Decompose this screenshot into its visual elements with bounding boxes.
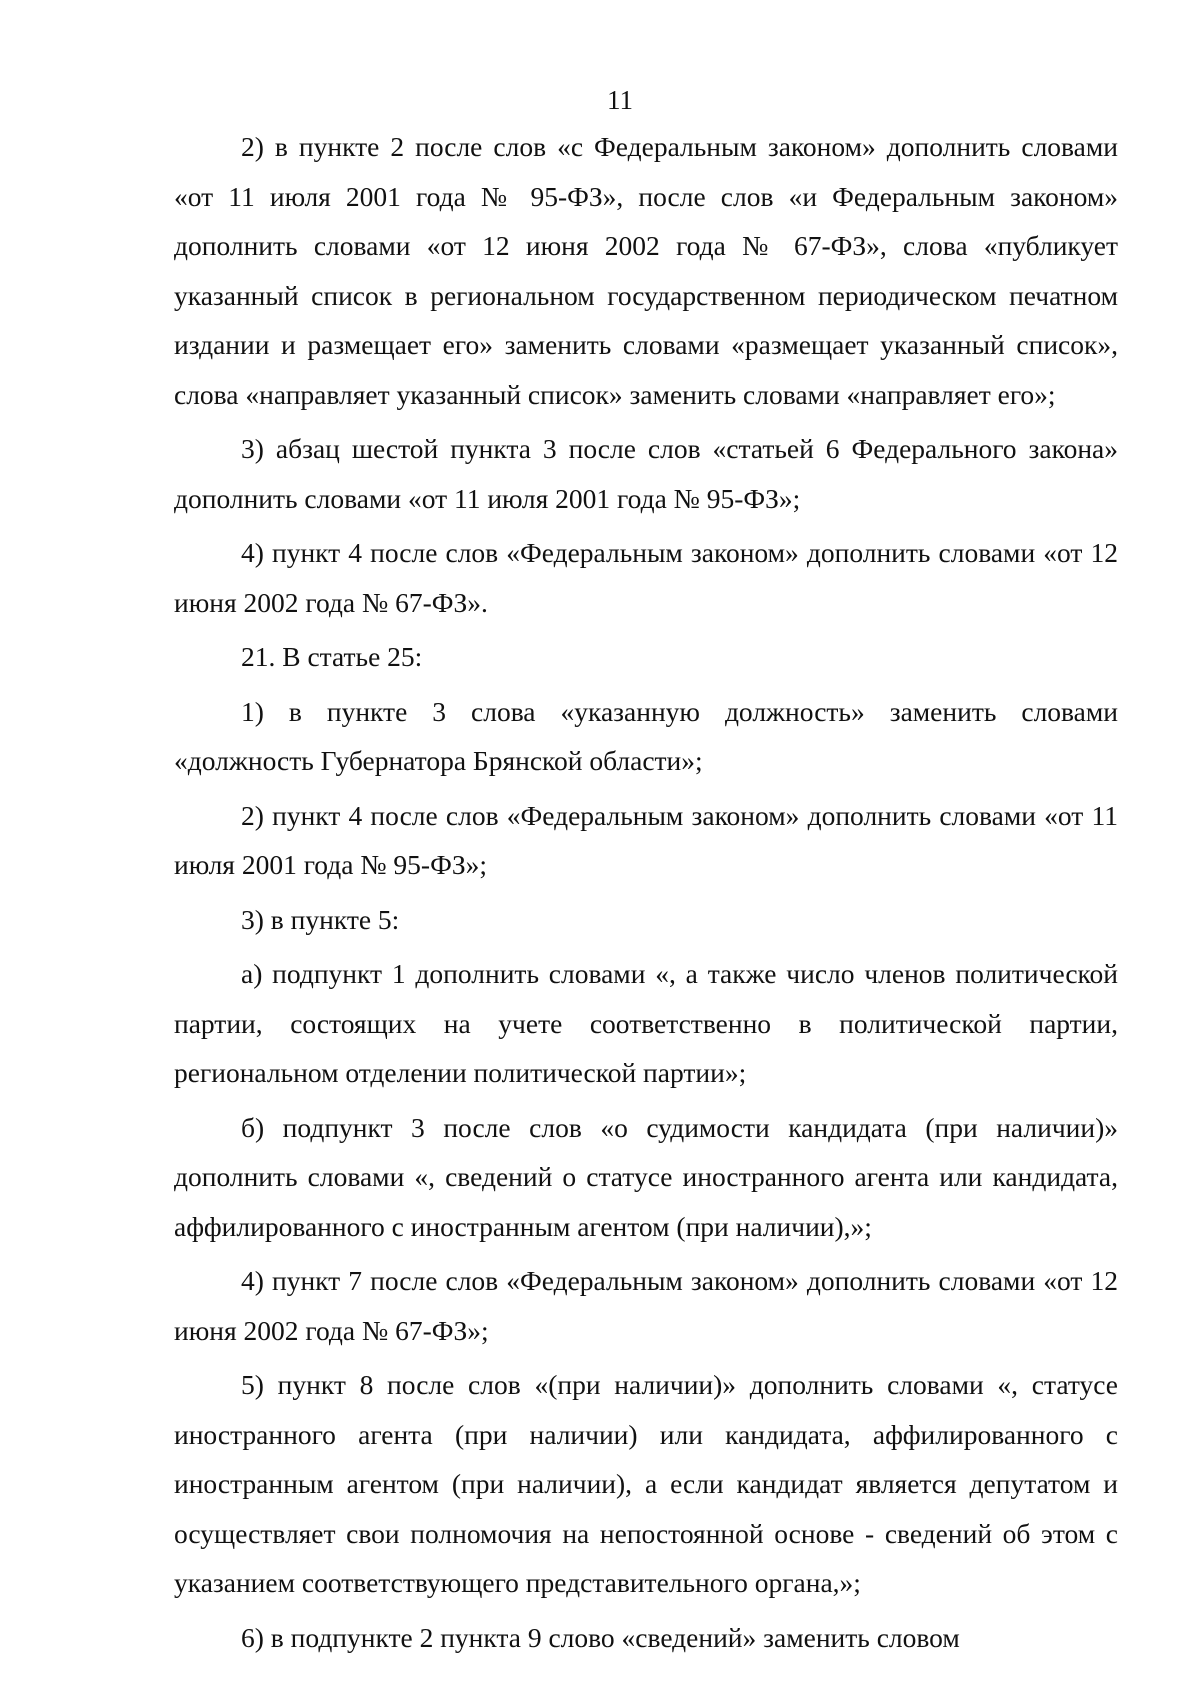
paragraph-article-25-item-6: 6) в подпункте 2 пункта 9 слово «сведений» заменить словом	[241, 1621, 960, 1653]
paragraph-subitem-b: б) подпункт 3 после слов «о судимости кандидата (при наличии)» дополнить словами «, сведений о статусе иностранного агента или кандидата, аффилированного с иностранным агентом (при наличии),»;	[174, 1111, 1118, 1242]
document-body	[174, 122, 1118, 1667]
paragraph-amendment-4: 4) пункт 4 после слов «Федеральным законом» дополнить словами «от 12 июня 2002 года № 67-ФЗ».	[174, 537, 1118, 618]
paragraph-amendment-2: 2) в пункте 2 после слов «с Федеральным законом» дополнить словами «от 11 июля 2001 года № 95-ФЗ», после слов «и Федеральным законом» дополнить словами «от 12 июня 2002 года № 67-ФЗ», слова «публикует указанный список в региональном государственном периодическом печатном издании и размещает его» заменить словами «размещает указанный список», слова «направляет указанный список» заменить словами «направляет его»;	[174, 131, 1118, 410]
page-number: 11	[607, 85, 633, 115]
paragraph-article-25-item-4: 4) пункт 7 после слов «Федеральным законом» дополнить словами «от 12 июня 2002 года № 67-ФЗ»;	[174, 1265, 1118, 1346]
paragraph-article-25-item-2: 2) пункт 4 после слов «Федеральным законом» дополнить словами «от 11 июля 2001 года № 95-ФЗ»;	[174, 799, 1118, 880]
paragraph-subitem-a: а) подпункт 1 дополнить словами «, а также число членов политической партии, состоящих на учете соответственно в политической партии, региональном отделении политической партии»;	[174, 958, 1118, 1088]
paragraph-article-25-item-5: 5) пункт 8 после слов «(при наличии)» дополнить словами «, статусе иностранного агента (при наличии) или кандидата, аффилированного с иностранным агентом (при наличии), а если кандидат является депутатом и осуществляет свои полномочия на непостоянной основе - сведений об этом с указанием соответствующего представительного органа,»;	[174, 1369, 1118, 1598]
paragraph-amendment-3: 3) абзац шестой пункта 3 после слов «статьей 6 Федерального закона» дополнить словами «от 11 июля 2001 года № 95-ФЗ»;	[174, 433, 1118, 514]
paragraph-article-25-heading: 21. В статье 25:	[241, 641, 423, 672]
paragraph-article-25-item-3: 3) в пункте 5:	[241, 903, 400, 935]
paragraph-article-25-item-1: 1) в пункте 3 слова «указанную должность» заменить словами «должность Губернатора Брянской области»;	[174, 695, 1118, 776]
